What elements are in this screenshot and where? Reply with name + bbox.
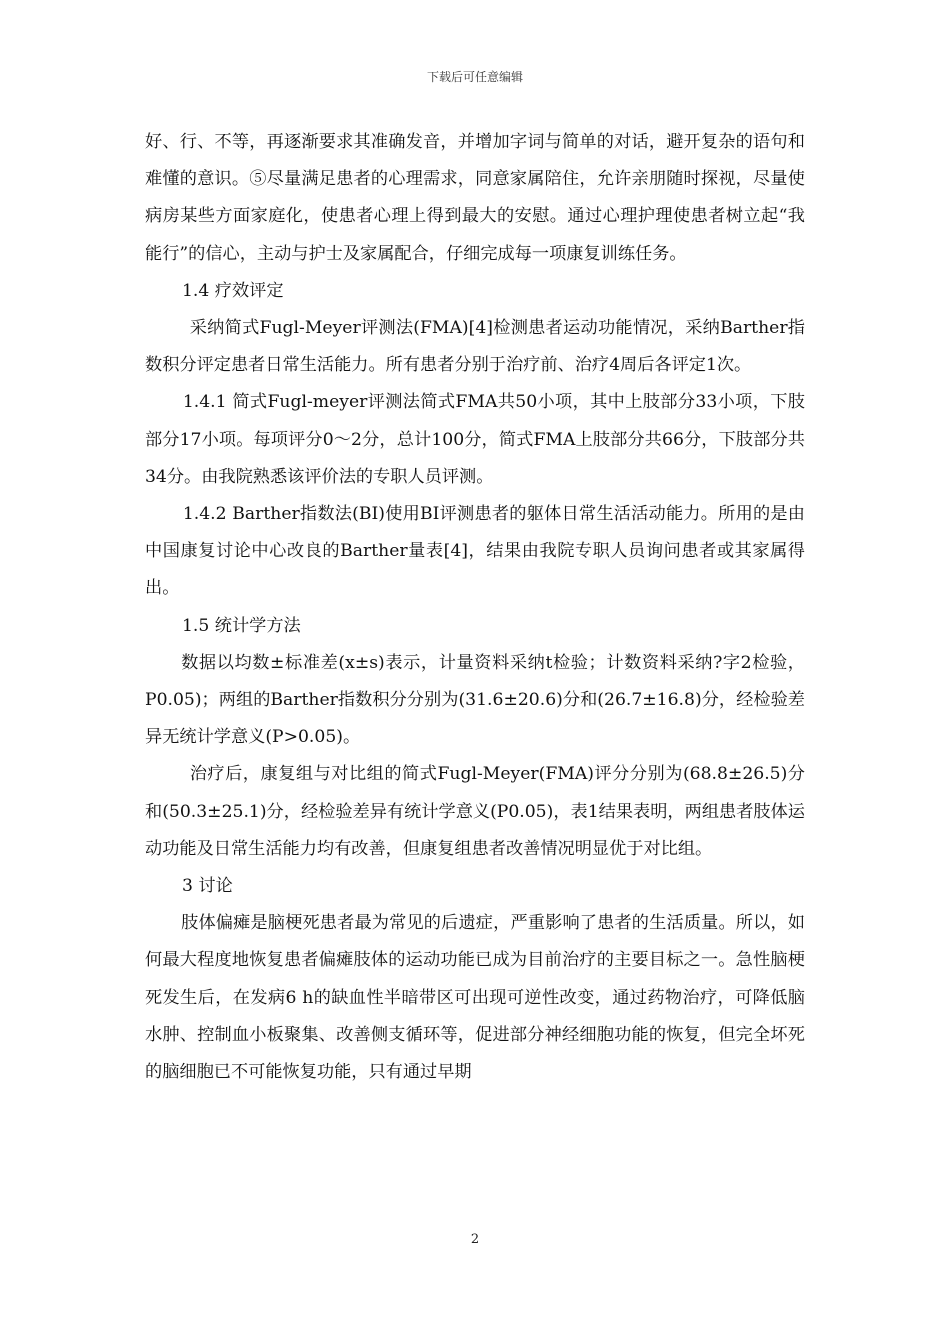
paragraph-discussion: 肢体偏瘫是脑梗死患者最为常见的后遗症，严重影响了患者的生活质量。所以，如何最大程度地恢复患者偏瘫肢体的运动功能已成为目前治疗的主要目标之一。急性脑梗死发生后，在发病6 h的缺血性半暗带区可出现可逆性改变，通过药物治疗，可降低脑水肿、控制血小板聚集、改善侧支循环等，促进部分神经细胞功能的恢复，但完全坏死的脑细胞已不可能恢复功能，只有通过早期 (145, 913, 805, 1083)
page-header: 下载后可任意编辑 (426, 70, 523, 84)
page-number: 2 (470, 1232, 480, 1247)
paragraph-statistics: 数据以均数±标准差(x±s)表示，计量资料采纳t检验；计数资料采纳?字2检验， P0.05)；两组的Barther指数积分分别为(31.6±20.6)分和(26.7±16.8)分，经检验差异无统计学意义(P>0.05)。 (145, 652, 805, 748)
paragraph-fma: 1.4.1 简式Fugl-meyer评测法简式FMA共50小项，其中上肢部分33小项，下肢部分17小项。每项评分0～2分，总计100分，简式FMA上肢部分共66分，下肢部分共34分。由我院熟悉该评价法的专职人员评测。 (145, 392, 805, 487)
paragraph-psychological-care: 好、行、不等，再逐渐要求其准确发音，并增加字词与简单的对话，避开复杂的语句和难懂的意识。⑤尽量满足患者的心理需求，同意家属陪住，允许亲朋随时探视，尽量使病房某些方面家庭化，使患者心理上得到最大的安慰。通过心理护理使患者树立起“我能行”的信心，主动与护士及家属配合，仔细完成每一项康复训练任务。 (145, 132, 805, 264)
section-heading-1-4: 1.4 疗效评定 (182, 280, 284, 301)
document-body (145, 124, 805, 1091)
section-heading-1-5: 1.5 统计学方法 (182, 615, 301, 636)
paragraph-barther-index: 1.4.2 Barther指数法(BI)使用BI评测患者的躯体日常生活活动能力。所用的是由中国康复讨论中心改良的Barther量表[4]，结果由我院专职人员询问患者或其家属得出。 (145, 504, 805, 599)
paragraph-results: 治疗后，康复组与对比组的简式Fugl-Meyer(FMA)评分分别为(68.8±26.5)分和(50.3±25.1)分，经检验差异有统计学意义(P0.05)，表1结果表明，两组患者肢体运动功能及日常生活能力均有改善，但康复组患者改善情况明显优于对比组。 (145, 764, 805, 859)
section-heading-3: 3 讨论 (182, 876, 233, 897)
paragraph-evaluation-methods: 采纳简式Fugl-Meyer评测法(FMA)[4]检测患者运动功能情况，采纳Barther指数积分评定患者日常生活能力。所有患者分别于治疗前、治疗4周后各评定1次。 (145, 318, 805, 376)
